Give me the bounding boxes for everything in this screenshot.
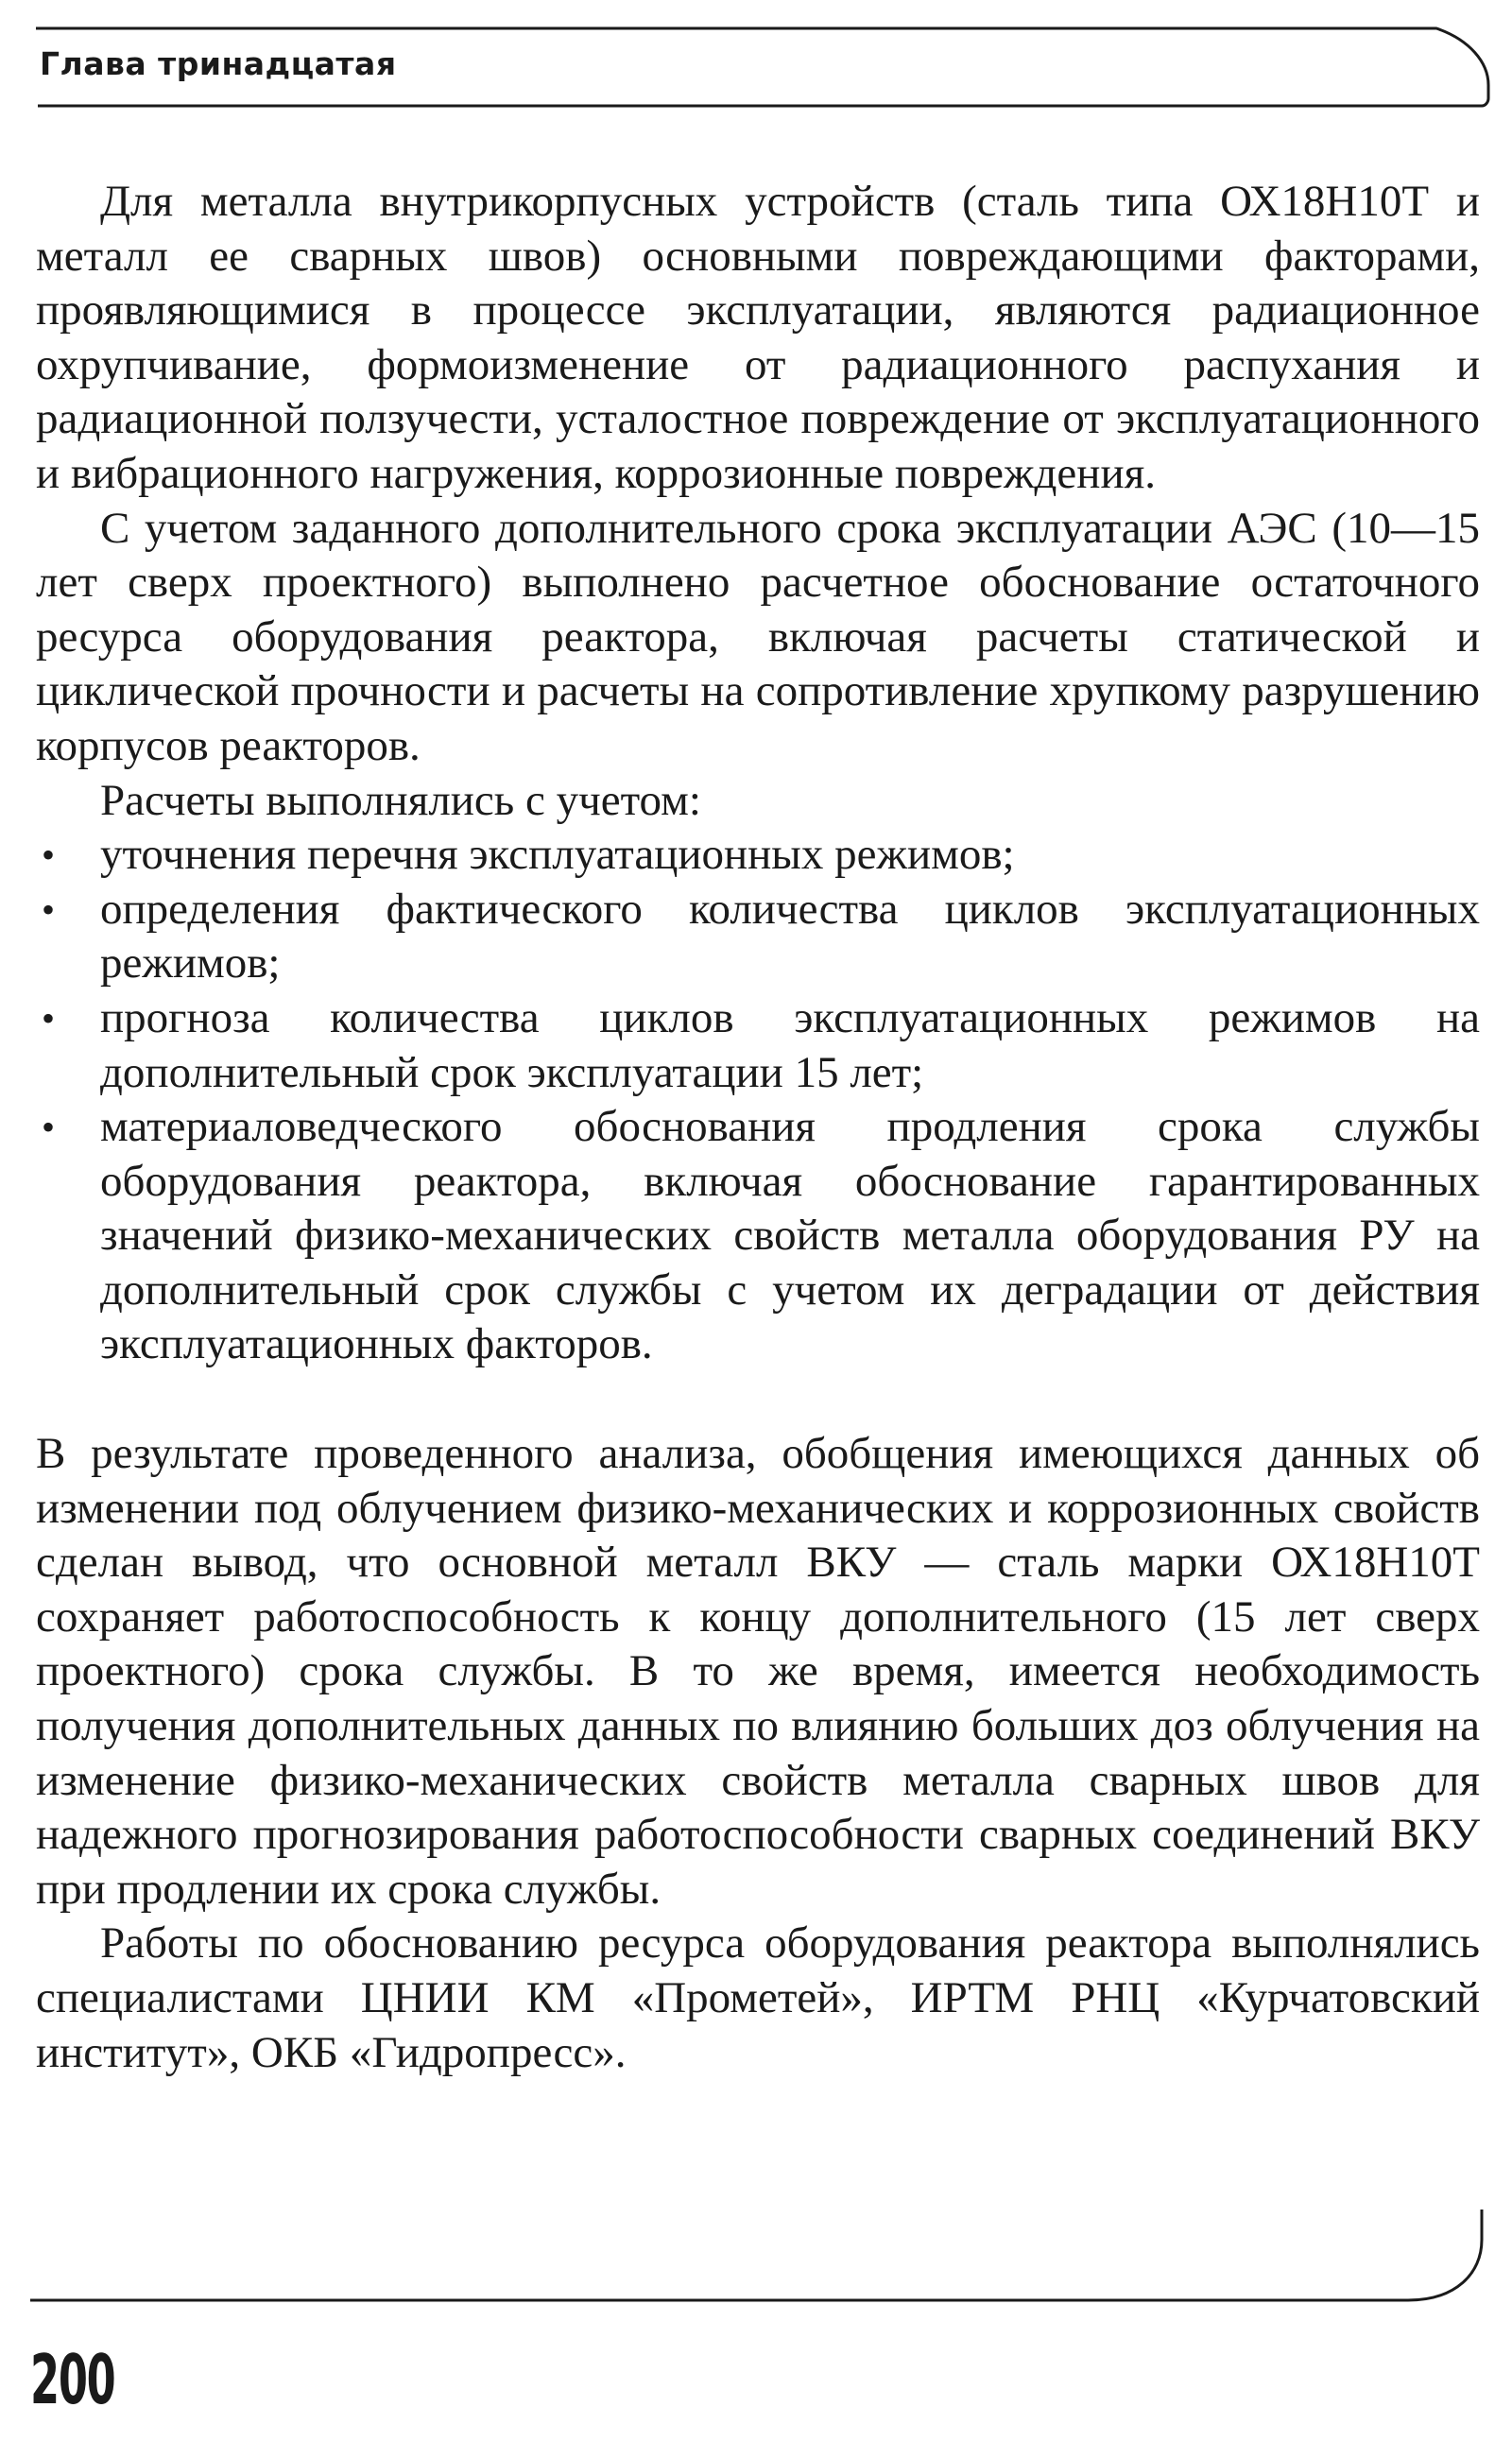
page-number: 200 <box>30 2340 115 2419</box>
body-text <box>36 175 1480 2080</box>
paragraph-3: Расчеты выполнялись с учетом: <box>100 775 701 825</box>
bullet-icon: • <box>42 834 56 877</box>
bullet-icon: • <box>42 996 56 1040</box>
running-head-title: Глава тринадцатая <box>40 45 397 82</box>
bullet-item <box>36 883 1480 991</box>
bullet-icon: • <box>42 887 56 931</box>
bullet-list <box>36 828 1480 1372</box>
bullet-text: прогноза количества циклов эксплуатационных режимов на дополнительный срок эксплуатации 15 лет; <box>100 992 1480 1097</box>
paragraph-2: С учетом заданного дополнительного срока эксплуатации АЭС (10—15 лет сверх проектного) выполнено расчетное обоснование остаточного ресурса оборудования реактора, включая расчеты статической и циклической прочности и расчеты на сопротивление хрупкому разрушению корпусов реакторов. <box>36 503 1480 770</box>
bullet-text: определения фактического количества циклов эксплуатационных режимов; <box>100 884 1480 989</box>
paragraph-5: Работы по обоснованию ресурса оборудования реактора выполнялись специалистами ЦНИИ КМ «Прометей», ИРТМ РНЦ «Курчатовский институт», ОКБ «Гидропресс». <box>36 1918 1480 2077</box>
bullet-icon: • <box>42 1106 56 1149</box>
bullet-item <box>36 1100 1480 1372</box>
bullet-text: уточнения перечня эксплуатационных режимов; <box>100 830 1015 880</box>
paragraph-4: В результате проведенного анализа, обобщения имеющихся данных об изменении под облучением физико-механических и коррозионных свойств сделан вывод, что основной металл ВКУ — сталь марки ОХ18Н10Т сохраняет работоспособность к концу дополнительного (15 лет сверх проектного) срока службы. В то же время, имеется необходимость получения дополнительных данных по влиянию больших доз облучения на изменение физико-механических свойств металла сварных швов для надежного прогнозирования работоспособности сварных соединений ВКУ при продлении их срока службы. <box>36 1429 1480 1914</box>
paragraph-1: Для металла внутрикорпусных устройств (сталь типа ОХ18Н10Т и металл ее сварных швов) основными повреждающими факторами, проявляющимися в процессе эксплуатации, являются радиационное охрупчивание, формоизменение от радиационного распухания и радиационной ползучести, усталостное повреждение от эксплуатационного и вибрационного нагружения, коррозионные повреждения. <box>36 177 1480 498</box>
bullet-item <box>36 991 1480 1100</box>
bullet-text: материаловедческого обоснования продления срока службы оборудования реактора, включая обоснование гарантированных значений физико-механических свойств металла оборудования РУ на дополнительный срок службы с учетом их деградации от действия эксплуатационных факторов. <box>100 1102 1480 1369</box>
footer-rule <box>0 2202 1512 2325</box>
bullet-item <box>36 828 1480 883</box>
